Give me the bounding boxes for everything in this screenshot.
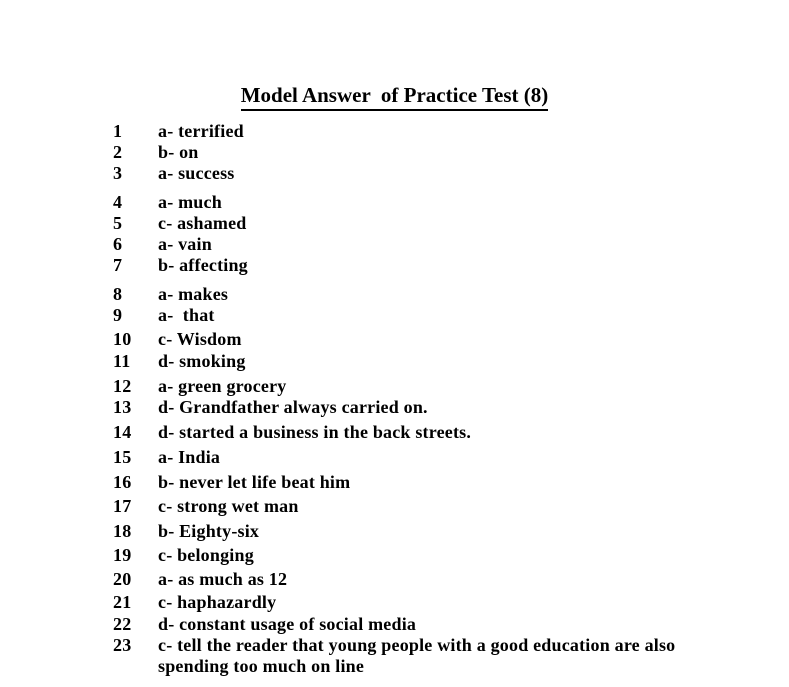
answer-row (113, 163, 676, 184)
answer-row (113, 305, 676, 326)
answer-number: 23 (113, 635, 132, 655)
answer-number: 7 (113, 255, 123, 275)
title-row (113, 82, 676, 108)
answer-number: 1 (113, 121, 123, 141)
answer-text: a- India (158, 447, 221, 467)
answer-number: 14 (113, 422, 132, 442)
answer-row (113, 496, 676, 517)
answer-number: 19 (113, 545, 132, 565)
answer-row (113, 521, 676, 542)
answer-row (113, 121, 676, 142)
answer-text: a- success (158, 163, 235, 183)
answer-text: b- on (158, 142, 199, 162)
answer-number: 9 (113, 305, 123, 325)
answer-row (113, 397, 676, 418)
answer-row (113, 192, 676, 213)
answer-row (113, 376, 676, 397)
answer-text: d- started a business in the back streets. (158, 422, 472, 442)
answer-number: 21 (113, 592, 132, 612)
answer-text: a- that (158, 305, 215, 325)
answer-number: 3 (113, 163, 123, 183)
answer-text: b- Eighty-six (158, 521, 260, 541)
answer-row (113, 422, 676, 443)
answer-text: a- vain (158, 234, 212, 254)
answer-row (113, 213, 676, 234)
answer-text: a- green grocery (158, 376, 287, 396)
answer-number: 17 (113, 496, 132, 516)
answer-text: d- constant usage of social media (158, 614, 417, 634)
answer-text: d- Grandfather always carried on. (158, 397, 428, 417)
answer-text: b- affecting (158, 255, 248, 275)
answer-number: 16 (113, 472, 132, 492)
answer-number: 10 (113, 329, 132, 349)
answer-row (113, 592, 676, 613)
answer-row (113, 635, 681, 677)
answer-row (113, 351, 676, 372)
answer-text: a- much (158, 192, 222, 212)
answer-list (113, 121, 681, 677)
answer-row (113, 255, 676, 276)
answer-number: 2 (113, 142, 123, 162)
page-title: Model Answer of Practice Test (8) (241, 82, 549, 111)
answer-row (113, 614, 676, 635)
answer-text: c- belonging (158, 545, 254, 565)
answer-text: c- strong wet man (158, 496, 299, 516)
answer-row (113, 545, 676, 566)
answer-row (113, 284, 676, 305)
answer-text: a- terrified (158, 121, 244, 141)
answer-row (113, 234, 676, 255)
answer-text: a- as much as 12 (158, 569, 288, 589)
answer-number: 22 (113, 614, 132, 634)
answer-text: c- haphazardly (158, 592, 277, 612)
answer-text: b- never let life beat him (158, 472, 351, 492)
answer-text: c- tell the reader that young people with a good education are also spending too much on line (158, 635, 681, 676)
answer-text: a- makes (158, 284, 229, 304)
answer-text: d- smoking (158, 351, 246, 371)
answer-number: 6 (113, 234, 123, 254)
answer-row (113, 472, 676, 493)
answer-number: 18 (113, 521, 132, 541)
answer-number: 12 (113, 376, 132, 396)
answer-number: 13 (113, 397, 132, 417)
answer-row (113, 569, 676, 590)
answer-text: c- ashamed (158, 213, 247, 233)
answer-text: c- Wisdom (158, 329, 242, 349)
answer-number: 4 (113, 192, 123, 212)
answer-number: 11 (113, 351, 131, 371)
answer-number: 8 (113, 284, 123, 304)
answer-number: 20 (113, 569, 132, 589)
answer-number: 15 (113, 447, 132, 467)
answer-row (113, 447, 676, 468)
answer-number: 5 (113, 213, 123, 233)
answer-row (113, 142, 676, 163)
answer-row (113, 329, 676, 350)
